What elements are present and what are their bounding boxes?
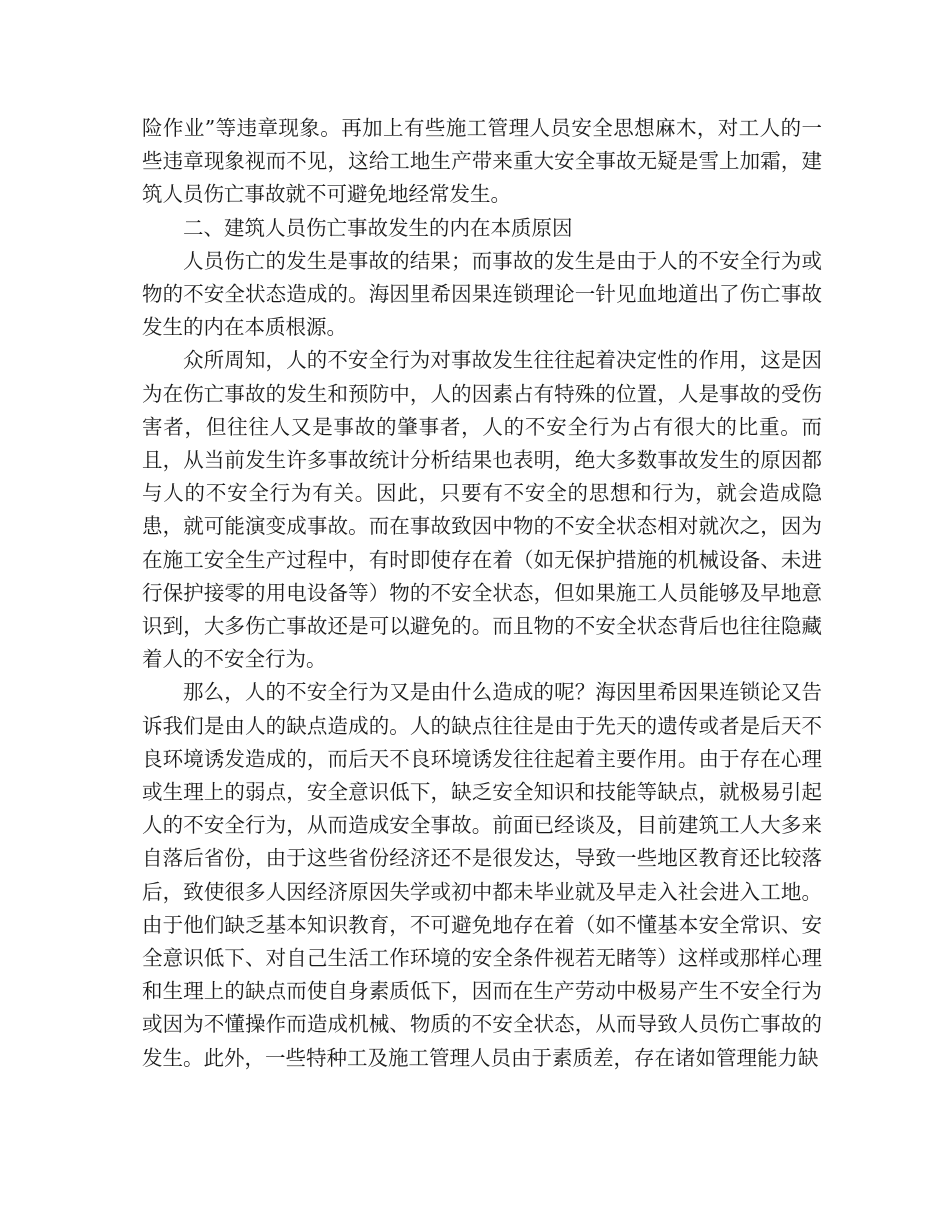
- paragraph: 那么，人的不安全行为又是由什么造成的呢？海因里希因果连锁论又告诉我们是由人的缺点造成的。人的缺点往往是由于先天的遗传或者是后天不良环境诱发造成的，而后天不良环境诱发往往起着主要作用。由于存在心理或生理上的弱点，安全意识低下，缺乏安全知识和技能等缺点，就极易引起人的不安全行为，从而造成安全事故。前面已经谈及，目前建筑工人大多来自落后省份，由于这些省份经济还不是很发达，导致一些地区教育还比较落后，致使很多人因经济原因失学或初中都未毕业就及早走入社会进入工地。由于他们缺乏基本知识教育，不可避免地存在着（如不懂基本安全常识、安全意识低下、对自己生活工作环境的安全条件视若无睹等）这样或那样心理和生理上的缺点而使自身素质低下，因而在生产劳动中极易产生不安全行为或因为不懂操作而造成机械、物质的不安全状态，从而导致人员伤亡事故的发生。此外，一些特种工及施工管理人员由于素质差，存在诸如管理能力缺: [142, 680, 822, 1070]
- section-heading: 二、建筑人员伤亡事故发生的内在本质原因: [183, 215, 573, 240]
- paragraph: 众所周知，人的不安全行为对事故发生往往起着决定性的作用，这是因为在伤亡事故的发生和预防中，人的因素占有特殊的位置，人是事故的受伤害者，但往往人又是事故的肇事者，人的不安全行为占有很大的比重。而且，从当前发生许多事故统计分析结果也表明，绝大多数事故发生的原因都与人的不安全行为有关。因此，只要有不安全的思想和行为，就会造成隐患，就可能演变成事故。而在事故致因中物的不安全状态相对就次之，因为在施工安全生产过程中，有时即使存在着（如无保护措施的机械设备、未进行保护接零的用电设备等）物的不安全状态，但如果施工人员能够及早地意识到，大多伤亡事故还是可以避免的。而且物的不安全状态背后也往往隐藏着人的不安全行为。: [142, 348, 822, 672]
- paragraph-continuation: 险作业”等违章现象。再加上有些施工管理人员安全思想麻木，对工人的一些违章现象视而不见，这给工地生产带来重大安全事故无疑是雪上加霜，建筑人员伤亡事故就不可避免地经常发生。: [142, 116, 822, 207]
- paragraph: 人员伤亡的发生是事故的结果；而事故的发生是由于人的不安全行为或物的不安全状态造成的。海因里希因果连锁理论一针见血地道出了伤亡事故发生的内在本质根源。: [142, 248, 822, 340]
- document-body: [142, 112, 822, 1075]
